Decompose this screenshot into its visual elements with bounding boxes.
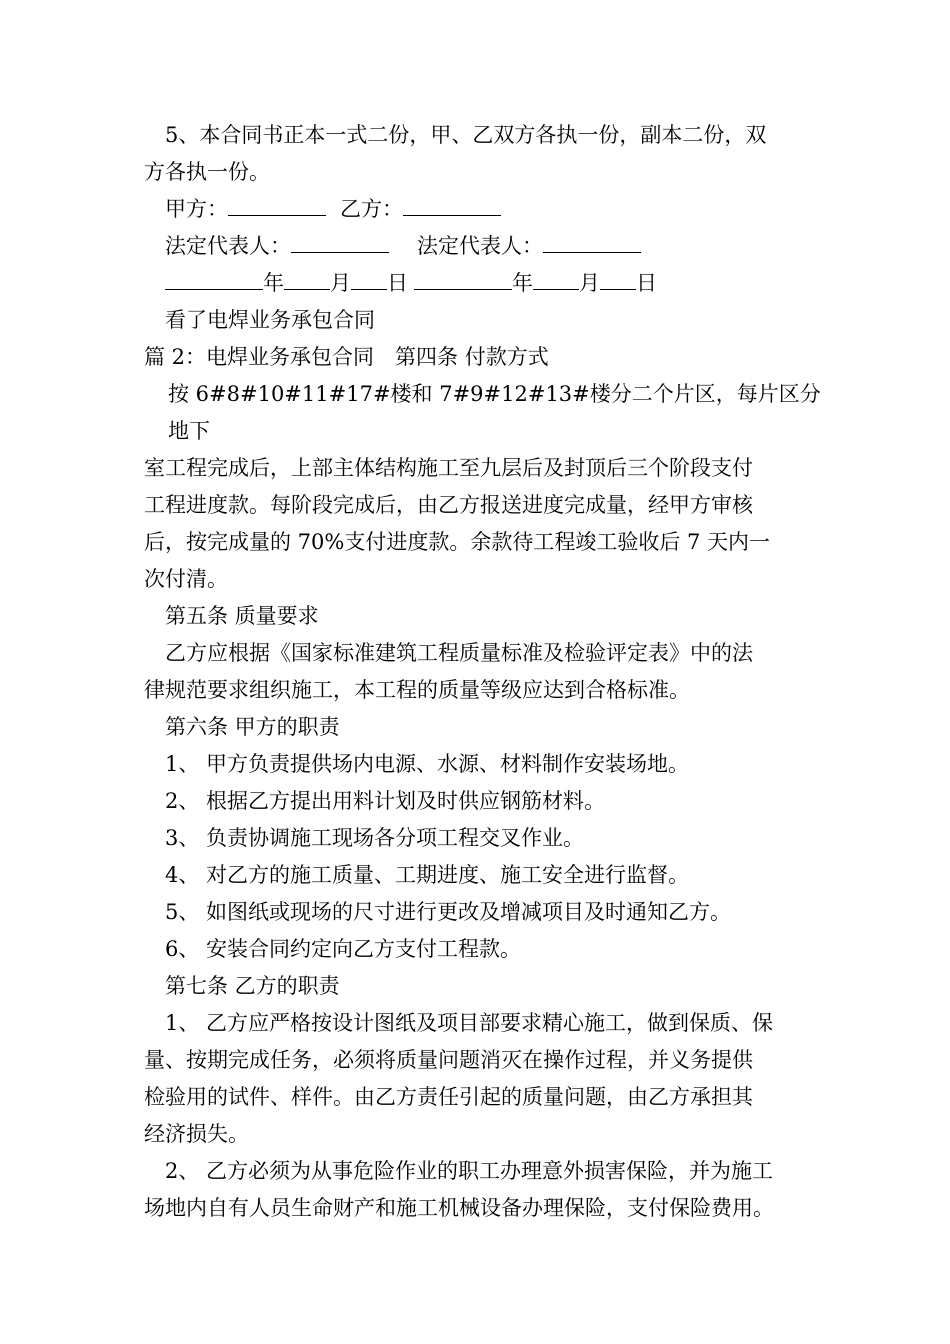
date-a-month: 月 [330, 271, 351, 295]
article-7-item-1-line-4: 经济损失。 [144, 1122, 249, 1146]
article-6-item-2: 2、 根据乙方提出用料计划及时供应钢筋材料。 [165, 789, 606, 813]
date-b-month-blank [533, 265, 579, 290]
document-page [144, 117, 824, 1227]
rep-a-blank [291, 228, 389, 253]
date-b-day: 日 [636, 271, 657, 295]
clause-5-line-2: 方各执一份。 [144, 160, 270, 184]
article-6-item-1: 1、 甲方负责提供场内电源、水源、材料制作安装场地。 [165, 752, 690, 776]
section-2-heading: 篇 2：电焊业务承包合同 第四条 付款方式 [144, 345, 549, 369]
date-b-month: 月 [579, 271, 600, 295]
rep-b-blank [543, 228, 641, 253]
article-4-line-3: 工程进度款。每阶段完成后，由乙方报送进度完成量，经甲方审核 [144, 493, 753, 517]
article-4-line-4: 后，按完成量的 70%支付进度款。余款待工程竣工验收后 7 天内一 [144, 530, 771, 554]
article-7-heading: 第七条 乙方的职责 [165, 974, 340, 998]
article-5-heading: 第五条 质量要求 [165, 604, 319, 628]
date-a-year-blank [165, 265, 263, 290]
signature-parties [144, 191, 824, 228]
signature-dates [144, 265, 824, 302]
date-b-year-blank [414, 265, 512, 290]
article-5-line-1: 乙方应根据《国家标准建筑工程质量标准及检验评定表》中的法 [165, 641, 753, 665]
date-b-day-blank [600, 265, 636, 290]
date-a-year: 年 [263, 271, 284, 295]
clause-5-line-1: 5、本合同书正本一式二份，甲、乙双方各执一份，副本二份，双 [165, 123, 767, 147]
article-6-item-4: 4、 对乙方的施工质量、工期进度、施工安全进行监督。 [165, 863, 690, 887]
article-6-item-5: 5、 如图纸或现场的尺寸进行更改及增减项目及时通知乙方。 [165, 900, 732, 924]
article-7-item-2-line-2: 场地内自有人员生命财产和施工机械设备办理保险，支付保险费用。 [144, 1196, 774, 1220]
article-5-line-2: 律规范要求组织施工，本工程的质量等级应达到合格标准。 [144, 678, 690, 702]
article-6-item-3: 3、 负责协调施工现场各分项工程交叉作业。 [165, 826, 585, 850]
date-a-day: 日 [387, 271, 408, 295]
signature-representatives [144, 228, 824, 265]
seen-line: 看了电焊业务承包合同 [165, 308, 375, 332]
article-7-item-1-line-1: 1、 乙方应严格按设计图纸及项目部要求精心施工，做到保质、保 [165, 1011, 774, 1035]
date-a-day-blank [351, 265, 387, 290]
party-b-blank [403, 191, 501, 216]
article-6-heading: 第六条 甲方的职责 [165, 715, 340, 739]
rep-a-label: 法定代表人： [165, 234, 291, 258]
date-b-year: 年 [512, 271, 533, 295]
party-b-label: 乙方： [340, 197, 403, 221]
date-a-month-blank [284, 265, 330, 290]
party-a-label: 甲方： [165, 197, 228, 221]
party-a-blank [228, 191, 326, 216]
article-4-line-2: 室工程完成后，上部主体结构施工至九层后及封顶后三个阶段支付 [144, 456, 753, 480]
article-7-item-2-line-1: 2、 乙方必须为从事危险作业的职工办理意外损害保险，并为施工 [165, 1159, 774, 1183]
article-4-line-1: 按 6#8#10#11#17#楼和 7#9#12#13#楼分二个片区，每片区分地下 [168, 382, 821, 443]
article-6-item-6: 6、 安装合同约定向乙方支付工程款。 [165, 937, 522, 961]
rep-b-label: 法定代表人： [417, 234, 543, 258]
article-7-item-1-line-3: 检验用的试件、样件。由乙方责任引起的质量问题，由乙方承担其 [144, 1085, 753, 1109]
article-4-line-5: 次付清。 [144, 567, 228, 591]
article-7-item-1-line-2: 量、按期完成任务，必须将质量问题消灭在操作过程，并义务提供 [144, 1048, 753, 1072]
